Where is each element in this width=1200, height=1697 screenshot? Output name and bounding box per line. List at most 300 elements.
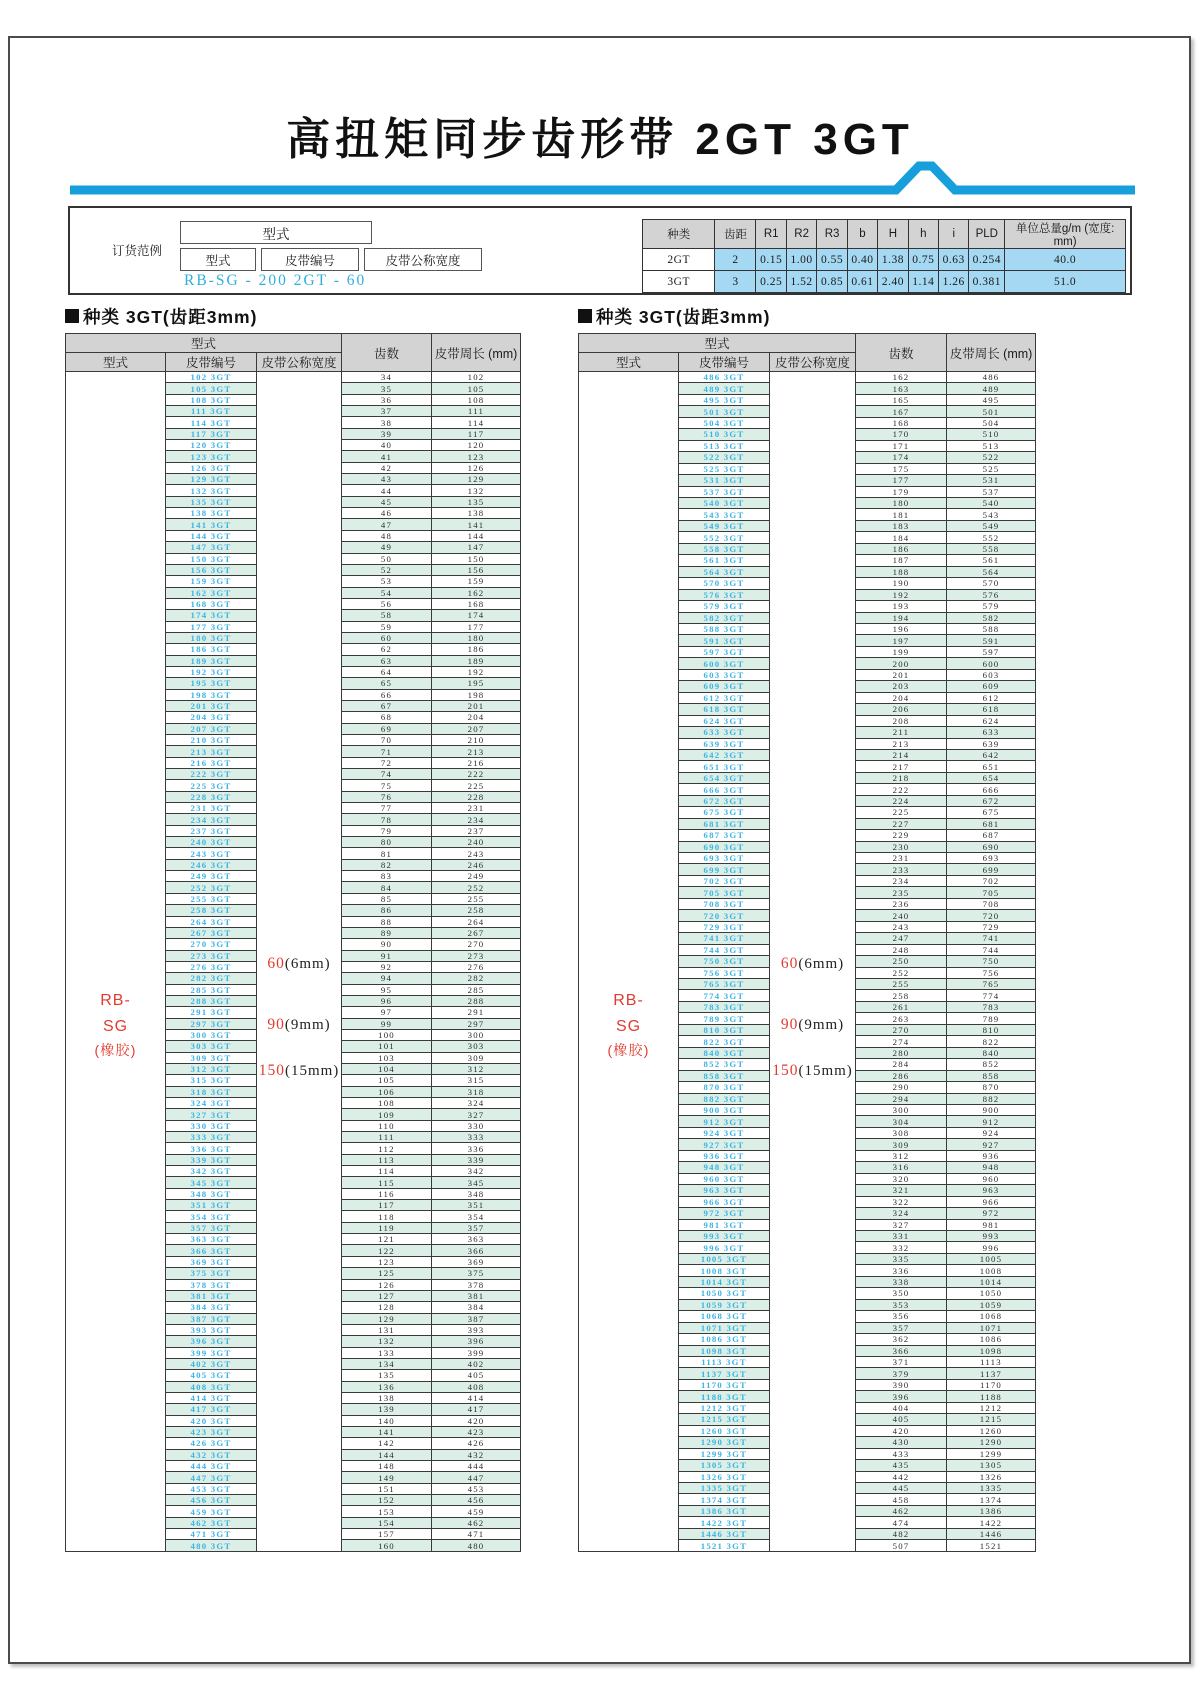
teeth-count-cell: 75 bbox=[342, 780, 432, 791]
order-example-label: 订货范例 bbox=[112, 244, 163, 258]
belt-length-cell: 120 bbox=[432, 440, 521, 451]
belt-number-cell: 123 3GT bbox=[166, 451, 257, 462]
belt-length-cell: 1305 bbox=[947, 1460, 1036, 1471]
belt-length-cell: 462 bbox=[432, 1517, 521, 1528]
section-bullet-icon bbox=[65, 309, 79, 323]
belt-length-cell: 963 bbox=[947, 1185, 1036, 1196]
belt-length-cell: 789 bbox=[947, 1013, 1036, 1024]
belt-length-cell: 246 bbox=[432, 859, 521, 870]
belt-number-cell: 972 3GT bbox=[679, 1208, 770, 1219]
belt-number-cell: 981 3GT bbox=[679, 1219, 770, 1230]
belt-length-cell: 570 bbox=[947, 578, 1036, 589]
belt-number-cell: 264 3GT bbox=[166, 916, 257, 927]
belt-number-cell: 687 3GT bbox=[679, 830, 770, 841]
spec-row bbox=[643, 271, 1126, 293]
belt-length-cell: 375 bbox=[432, 1268, 521, 1279]
belt-number-cell: 426 3GT bbox=[166, 1438, 257, 1449]
belt-number-cell: 420 3GT bbox=[166, 1415, 257, 1426]
belt-length-cell: 537 bbox=[947, 486, 1036, 497]
teeth-count-cell: 116 bbox=[342, 1188, 432, 1199]
teeth-count-cell: 44 bbox=[342, 485, 432, 496]
spec-kind-cell: 2GT bbox=[643, 249, 715, 271]
belt-number-cell: 399 3GT bbox=[166, 1347, 257, 1358]
belt-length-cell: 231 bbox=[432, 803, 521, 814]
teeth-count-cell: 332 bbox=[856, 1242, 947, 1253]
belt-number-cell: 234 3GT bbox=[166, 814, 257, 825]
teeth-count-cell: 36 bbox=[342, 394, 432, 405]
belt-length-cell: 108 bbox=[432, 394, 521, 405]
belt-length-cell: 297 bbox=[432, 1018, 521, 1029]
teeth-count-cell: 136 bbox=[342, 1381, 432, 1392]
belt-number-cell: 258 3GT bbox=[166, 905, 257, 916]
teeth-count-cell: 68 bbox=[342, 712, 432, 723]
teeth-count-cell: 79 bbox=[342, 825, 432, 836]
teeth-count-cell: 371 bbox=[856, 1356, 947, 1367]
teeth-count-cell: 208 bbox=[856, 715, 947, 726]
belt-number-cell: 135 3GT bbox=[166, 496, 257, 507]
belt-number-cell: 222 3GT bbox=[166, 769, 257, 780]
belt-length-cell: 105 bbox=[432, 383, 521, 394]
belt-length-cell: 543 bbox=[947, 509, 1036, 520]
teeth-count-cell: 320 bbox=[856, 1173, 947, 1184]
belt-length-cell: 141 bbox=[432, 519, 521, 530]
belt-length-cell: 603 bbox=[947, 669, 1036, 680]
belt-number-cell: 936 3GT bbox=[679, 1150, 770, 1161]
belt-number-cell: 363 3GT bbox=[166, 1234, 257, 1245]
belt-length-cell: 1215 bbox=[947, 1414, 1036, 1425]
teeth-count-cell: 379 bbox=[856, 1368, 947, 1379]
belt-length-cell: 900 bbox=[947, 1105, 1036, 1116]
belt-number-cell: 822 3GT bbox=[679, 1036, 770, 1047]
model-name: RB-SG bbox=[100, 992, 131, 1035]
teeth-count-cell: 42 bbox=[342, 462, 432, 473]
belt-length-cell: 1299 bbox=[947, 1448, 1036, 1459]
teeth-count-cell: 445 bbox=[856, 1482, 947, 1493]
teeth-count-cell: 162 bbox=[856, 372, 947, 383]
belt-length-cell: 174 bbox=[432, 610, 521, 621]
section-title-right: 种类 3GT(齿距3mm) bbox=[578, 304, 770, 329]
belt-length-cell: 318 bbox=[432, 1086, 521, 1097]
belt-length-cell: 693 bbox=[947, 853, 1036, 864]
belt-number-cell: 357 3GT bbox=[166, 1222, 257, 1233]
teeth-count-cell: 335 bbox=[856, 1253, 947, 1264]
belt-length-cell: 858 bbox=[947, 1070, 1036, 1081]
belt-length-cell: 756 bbox=[947, 967, 1036, 978]
teeth-count-cell: 38 bbox=[342, 417, 432, 428]
belt-number-cell: 882 3GT bbox=[679, 1093, 770, 1104]
belt-number-cell: 120 3GT bbox=[166, 440, 257, 451]
teeth-count-cell: 290 bbox=[856, 1082, 947, 1093]
teeth-count-cell: 91 bbox=[342, 950, 432, 961]
belt-length-cell: 654 bbox=[947, 772, 1036, 783]
teeth-count-cell: 316 bbox=[856, 1162, 947, 1173]
teeth-count-cell: 235 bbox=[856, 887, 947, 898]
belt-length-cell: 345 bbox=[432, 1177, 521, 1188]
belt-length-cell: 1446 bbox=[947, 1528, 1036, 1539]
belt-number-cell: 1212 3GT bbox=[679, 1402, 770, 1413]
belt-length-cell: 822 bbox=[947, 1036, 1036, 1047]
teeth-count-cell: 462 bbox=[856, 1505, 947, 1516]
belt-number-cell: 456 3GT bbox=[166, 1495, 257, 1506]
belt-number-cell: 225 3GT bbox=[166, 780, 257, 791]
belt-number-cell: 810 3GT bbox=[679, 1024, 770, 1035]
belt-number-cell: 858 3GT bbox=[679, 1070, 770, 1081]
belt-number-cell: 591 3GT bbox=[679, 635, 770, 646]
belt-number-cell: 765 3GT bbox=[679, 979, 770, 990]
belt-length-cell: 444 bbox=[432, 1461, 521, 1472]
section-bullet-icon bbox=[578, 309, 592, 323]
belt-number-cell: 480 3GT bbox=[166, 1540, 257, 1552]
teeth-count-cell: 132 bbox=[342, 1336, 432, 1347]
teeth-count-cell: 274 bbox=[856, 1036, 947, 1047]
teeth-count-cell: 47 bbox=[342, 519, 432, 530]
belt-length-cell: 138 bbox=[432, 508, 521, 519]
belt-number-cell: 486 3GT bbox=[679, 372, 770, 383]
belt-length-cell: 267 bbox=[432, 927, 521, 938]
belt-number-cell: 582 3GT bbox=[679, 612, 770, 623]
belt-length-cell: 456 bbox=[432, 1495, 521, 1506]
teeth-count-cell: 390 bbox=[856, 1379, 947, 1390]
belt-length-cell: 765 bbox=[947, 979, 1036, 990]
belt-number-cell: 1098 3GT bbox=[679, 1345, 770, 1356]
belt-number-cell: 162 3GT bbox=[166, 587, 257, 598]
belt-number-cell: 1071 3GT bbox=[679, 1322, 770, 1333]
belt-number-cell: 303 3GT bbox=[166, 1041, 257, 1052]
col-header-belt-no: 皮带编号 bbox=[166, 353, 257, 372]
belt-length-cell: 924 bbox=[947, 1127, 1036, 1138]
teeth-count-cell: 94 bbox=[342, 973, 432, 984]
belt-length-cell: 612 bbox=[947, 692, 1036, 703]
belt-number-cell: 702 3GT bbox=[679, 875, 770, 886]
teeth-count-cell: 204 bbox=[856, 692, 947, 703]
teeth-count-cell: 72 bbox=[342, 757, 432, 768]
col-group-header: 型式 bbox=[579, 334, 856, 353]
belt-number-cell: 720 3GT bbox=[679, 910, 770, 921]
belt-number-cell: 654 3GT bbox=[679, 772, 770, 783]
col-header-teeth: 齿数 bbox=[856, 334, 947, 372]
teeth-count-cell: 60 bbox=[342, 632, 432, 643]
teeth-count-cell: 142 bbox=[342, 1438, 432, 1449]
belt-number-cell: 318 3GT bbox=[166, 1086, 257, 1097]
teeth-count-cell: 474 bbox=[856, 1517, 947, 1528]
belt-length-cell: 882 bbox=[947, 1093, 1036, 1104]
spec-col-header: PLD bbox=[969, 220, 1005, 249]
teeth-count-cell: 64 bbox=[342, 666, 432, 677]
field-nominal-width: 皮带公称宽度 bbox=[364, 248, 482, 271]
belt-number-cell: 624 3GT bbox=[679, 715, 770, 726]
teeth-count-cell: 144 bbox=[342, 1449, 432, 1460]
teeth-count-cell: 76 bbox=[342, 791, 432, 802]
teeth-count-cell: 80 bbox=[342, 837, 432, 848]
teeth-count-cell: 250 bbox=[856, 956, 947, 967]
teeth-count-cell: 240 bbox=[856, 910, 947, 921]
belt-number-cell: 924 3GT bbox=[679, 1127, 770, 1138]
belt-number-cell: 513 3GT bbox=[679, 440, 770, 451]
belt-number-cell: 666 3GT bbox=[679, 784, 770, 795]
spec-value-cell: 0.381 bbox=[969, 271, 1005, 293]
teeth-count-cell: 217 bbox=[856, 761, 947, 772]
belt-length-cell: 912 bbox=[947, 1116, 1036, 1127]
belt-length-cell: 432 bbox=[432, 1449, 521, 1460]
teeth-count-cell: 165 bbox=[856, 394, 947, 405]
teeth-count-cell: 134 bbox=[342, 1358, 432, 1369]
belt-number-cell: 690 3GT bbox=[679, 841, 770, 852]
spec-value-cell: 2.40 bbox=[878, 271, 908, 293]
belt-number-cell: 195 3GT bbox=[166, 678, 257, 689]
belt-number-cell: 993 3GT bbox=[679, 1230, 770, 1241]
belt-number-cell: 531 3GT bbox=[679, 475, 770, 486]
teeth-count-cell: 167 bbox=[856, 406, 947, 417]
nominal-width-cell bbox=[257, 372, 342, 1552]
header-row bbox=[579, 334, 1036, 353]
belt-number-cell: 510 3GT bbox=[679, 429, 770, 440]
belt-number-cell: 396 3GT bbox=[166, 1336, 257, 1347]
belt-number-cell: 675 3GT bbox=[679, 807, 770, 818]
belt-number-cell: 1521 3GT bbox=[679, 1540, 770, 1552]
teeth-count-cell: 151 bbox=[342, 1483, 432, 1494]
teeth-count-cell: 184 bbox=[856, 532, 947, 543]
belt-length-cell: 510 bbox=[947, 429, 1036, 440]
belt-number-cell: 543 3GT bbox=[679, 509, 770, 520]
belt-number-cell: 168 3GT bbox=[166, 598, 257, 609]
teeth-count-cell: 131 bbox=[342, 1324, 432, 1335]
belt-number-cell: 618 3GT bbox=[679, 704, 770, 715]
belt-number-cell: 996 3GT bbox=[679, 1242, 770, 1253]
teeth-count-cell: 225 bbox=[856, 807, 947, 818]
teeth-count-cell: 48 bbox=[342, 530, 432, 541]
teeth-count-cell: 186 bbox=[856, 543, 947, 554]
teeth-count-cell: 67 bbox=[342, 700, 432, 711]
belt-number-cell: 444 3GT bbox=[166, 1461, 257, 1472]
belt-length-cell: 486 bbox=[947, 372, 1036, 383]
belt-number-cell: 447 3GT bbox=[166, 1472, 257, 1483]
belt-length-cell: 579 bbox=[947, 601, 1036, 612]
teeth-count-cell: 200 bbox=[856, 658, 947, 669]
spec-value-cell: 0.55 bbox=[817, 249, 847, 271]
belt-number-cell: 948 3GT bbox=[679, 1162, 770, 1173]
teeth-count-cell: 85 bbox=[342, 893, 432, 904]
spec-value-cell: 1.52 bbox=[786, 271, 816, 293]
belt-number-cell: 231 3GT bbox=[166, 803, 257, 814]
teeth-count-cell: 356 bbox=[856, 1311, 947, 1322]
teeth-count-cell: 115 bbox=[342, 1177, 432, 1188]
teeth-count-cell: 122 bbox=[342, 1245, 432, 1256]
spec-col-header: i bbox=[939, 220, 969, 249]
belt-length-cell: 597 bbox=[947, 646, 1036, 657]
teeth-count-cell: 229 bbox=[856, 830, 947, 841]
belt-length-cell: 513 bbox=[947, 440, 1036, 451]
width-option-150: 150(15mm) bbox=[772, 1062, 853, 1080]
teeth-count-cell: 230 bbox=[856, 841, 947, 852]
spec-col-header: b bbox=[847, 220, 877, 249]
belt-length-cell: 1137 bbox=[947, 1368, 1036, 1379]
belt-length-cell: 159 bbox=[432, 576, 521, 587]
belt-number-cell: 672 3GT bbox=[679, 795, 770, 806]
belt-length-cell: 393 bbox=[432, 1324, 521, 1335]
belt-number-cell: 1299 3GT bbox=[679, 1448, 770, 1459]
belt-length-cell: 459 bbox=[432, 1506, 521, 1517]
belt-number-cell: 642 3GT bbox=[679, 749, 770, 760]
belt-length-cell: 522 bbox=[947, 452, 1036, 463]
belt-length-cell: 501 bbox=[947, 406, 1036, 417]
spec-value-cell: 2 bbox=[715, 249, 756, 271]
teeth-count-cell: 174 bbox=[856, 452, 947, 463]
teeth-count-cell: 309 bbox=[856, 1139, 947, 1150]
belt-length-cell: 1014 bbox=[947, 1276, 1036, 1287]
teeth-count-cell: 190 bbox=[856, 578, 947, 589]
belt-number-cell: 324 3GT bbox=[166, 1098, 257, 1109]
belt-length-cell: 600 bbox=[947, 658, 1036, 669]
belt-number-cell: 309 3GT bbox=[166, 1052, 257, 1063]
width-option-90: 90(9mm) bbox=[267, 1016, 331, 1034]
belt-length-cell: 1212 bbox=[947, 1402, 1036, 1413]
belt-number-cell: 348 3GT bbox=[166, 1188, 257, 1199]
teeth-count-cell: 507 bbox=[856, 1540, 947, 1552]
teeth-count-cell: 43 bbox=[342, 474, 432, 485]
belt-number-cell: 345 3GT bbox=[166, 1177, 257, 1188]
teeth-count-cell: 129 bbox=[342, 1313, 432, 1324]
belt-length-cell: 417 bbox=[432, 1404, 521, 1415]
teeth-count-cell: 430 bbox=[856, 1437, 947, 1448]
teeth-count-cell: 139 bbox=[342, 1404, 432, 1415]
teeth-count-cell: 187 bbox=[856, 555, 947, 566]
belt-number-cell: 336 3GT bbox=[166, 1143, 257, 1154]
belt-length-cell: 744 bbox=[947, 944, 1036, 955]
teeth-count-cell: 90 bbox=[342, 939, 432, 950]
belt-length-cell: 186 bbox=[432, 644, 521, 655]
belt-length-cell: 750 bbox=[947, 956, 1036, 967]
belt-length-cell: 123 bbox=[432, 451, 521, 462]
belt-length-cell: 285 bbox=[432, 984, 521, 995]
belt-length-cell: 147 bbox=[432, 542, 521, 553]
teeth-count-cell: 336 bbox=[856, 1265, 947, 1276]
belt-length-cell: 213 bbox=[432, 746, 521, 757]
belt-number-cell: 1014 3GT bbox=[679, 1276, 770, 1287]
belt-length-cell: 240 bbox=[432, 837, 521, 848]
page-title: 高扭矩同步齿形带 2GT 3GT bbox=[286, 115, 914, 164]
belt-number-cell: 489 3GT bbox=[679, 383, 770, 394]
width-option-60: 60(6mm) bbox=[780, 954, 845, 972]
teeth-count-cell: 86 bbox=[342, 905, 432, 916]
belt-length-cell: 690 bbox=[947, 841, 1036, 852]
belt-number-cell: 1137 3GT bbox=[679, 1368, 770, 1379]
belt-length-cell: 222 bbox=[432, 769, 521, 780]
belt-length-cell: 180 bbox=[432, 632, 521, 643]
teeth-count-cell: 138 bbox=[342, 1392, 432, 1403]
belt-number-cell: 147 3GT bbox=[166, 542, 257, 553]
teeth-count-cell: 357 bbox=[856, 1322, 947, 1333]
belt-length-cell: 720 bbox=[947, 910, 1036, 921]
belt-length-cell: 381 bbox=[432, 1290, 521, 1301]
spec-value-cell: 1.26 bbox=[939, 271, 969, 293]
belt-length-cell: 1521 bbox=[947, 1540, 1036, 1552]
teeth-count-cell: 157 bbox=[342, 1529, 432, 1540]
teeth-count-cell: 193 bbox=[856, 601, 947, 612]
width-option-90: 90(9mm) bbox=[780, 1016, 845, 1034]
belt-length-cell: 666 bbox=[947, 784, 1036, 795]
teeth-count-cell: 148 bbox=[342, 1461, 432, 1472]
belt-length-cell: 558 bbox=[947, 543, 1036, 554]
model-cell bbox=[66, 372, 166, 1552]
teeth-count-cell: 133 bbox=[342, 1347, 432, 1358]
belt-number-cell: 270 3GT bbox=[166, 939, 257, 950]
belt-length-cell: 852 bbox=[947, 1059, 1036, 1070]
belt-length-cell: 225 bbox=[432, 780, 521, 791]
belt-number-cell: 783 3GT bbox=[679, 1001, 770, 1012]
teeth-count-cell: 83 bbox=[342, 871, 432, 882]
teeth-count-cell: 58 bbox=[342, 610, 432, 621]
teeth-count-cell: 180 bbox=[856, 497, 947, 508]
belt-number-cell: 549 3GT bbox=[679, 520, 770, 531]
belt-length-cell: 132 bbox=[432, 485, 521, 496]
belt-length-cell: 675 bbox=[947, 807, 1036, 818]
belt-number-cell: 912 3GT bbox=[679, 1116, 770, 1127]
teeth-count-cell: 442 bbox=[856, 1471, 947, 1482]
teeth-count-cell: 308 bbox=[856, 1127, 947, 1138]
belt-number-cell: 588 3GT bbox=[679, 623, 770, 634]
belt-length-cell: 741 bbox=[947, 933, 1036, 944]
belt-number-cell: 1170 3GT bbox=[679, 1379, 770, 1390]
teeth-count-cell: 53 bbox=[342, 576, 432, 587]
teeth-count-cell: 435 bbox=[856, 1460, 947, 1471]
belt-number-cell: 966 3GT bbox=[679, 1196, 770, 1207]
belt-number-cell: 156 3GT bbox=[166, 564, 257, 575]
belt-length-cell: 783 bbox=[947, 1001, 1036, 1012]
teeth-count-cell: 199 bbox=[856, 646, 947, 657]
teeth-count-cell: 100 bbox=[342, 1029, 432, 1040]
spec-value-cell: 0.75 bbox=[908, 249, 938, 271]
teeth-count-cell: 327 bbox=[856, 1219, 947, 1230]
belt-length-cell: 402 bbox=[432, 1358, 521, 1369]
belt-number-cell: 402 3GT bbox=[166, 1358, 257, 1369]
teeth-count-cell: 77 bbox=[342, 803, 432, 814]
spec-value-cell: 1.00 bbox=[786, 249, 816, 271]
teeth-count-cell: 163 bbox=[856, 383, 947, 394]
belt-length-cell: 1008 bbox=[947, 1265, 1036, 1276]
belt-number-cell: 141 3GT bbox=[166, 519, 257, 530]
teeth-count-cell: 255 bbox=[856, 979, 947, 990]
teeth-count-cell: 66 bbox=[342, 689, 432, 700]
belt-number-cell: 267 3GT bbox=[166, 927, 257, 938]
belt-number-cell: 693 3GT bbox=[679, 853, 770, 864]
teeth-count-cell: 188 bbox=[856, 566, 947, 577]
belt-number-cell: 756 3GT bbox=[679, 967, 770, 978]
belt-length-cell: 189 bbox=[432, 655, 521, 666]
belt-number-cell: 387 3GT bbox=[166, 1313, 257, 1324]
col-group-header: 型式 bbox=[66, 334, 342, 353]
belt-number-cell: 180 3GT bbox=[166, 632, 257, 643]
table-row bbox=[66, 372, 521, 383]
teeth-count-cell: 96 bbox=[342, 995, 432, 1006]
belt-length-cell: 144 bbox=[432, 530, 521, 541]
belt-length-cell: 366 bbox=[432, 1245, 521, 1256]
teeth-count-cell: 34 bbox=[342, 372, 432, 383]
belt-number-cell: 114 3GT bbox=[166, 417, 257, 428]
teeth-count-cell: 350 bbox=[856, 1288, 947, 1299]
belt-number-cell: 900 3GT bbox=[679, 1105, 770, 1116]
belt-length-cell: 1335 bbox=[947, 1482, 1036, 1493]
belt-number-cell: 540 3GT bbox=[679, 497, 770, 508]
teeth-count-cell: 201 bbox=[856, 669, 947, 680]
teeth-count-cell: 270 bbox=[856, 1024, 947, 1035]
belt-number-cell: 366 3GT bbox=[166, 1245, 257, 1256]
belt-number-cell: 174 3GT bbox=[166, 610, 257, 621]
teeth-count-cell: 121 bbox=[342, 1234, 432, 1245]
belt-length-cell: 111 bbox=[432, 406, 521, 417]
belt-length-cell: 810 bbox=[947, 1024, 1036, 1035]
belt-length-cell: 216 bbox=[432, 757, 521, 768]
teeth-count-cell: 206 bbox=[856, 704, 947, 715]
